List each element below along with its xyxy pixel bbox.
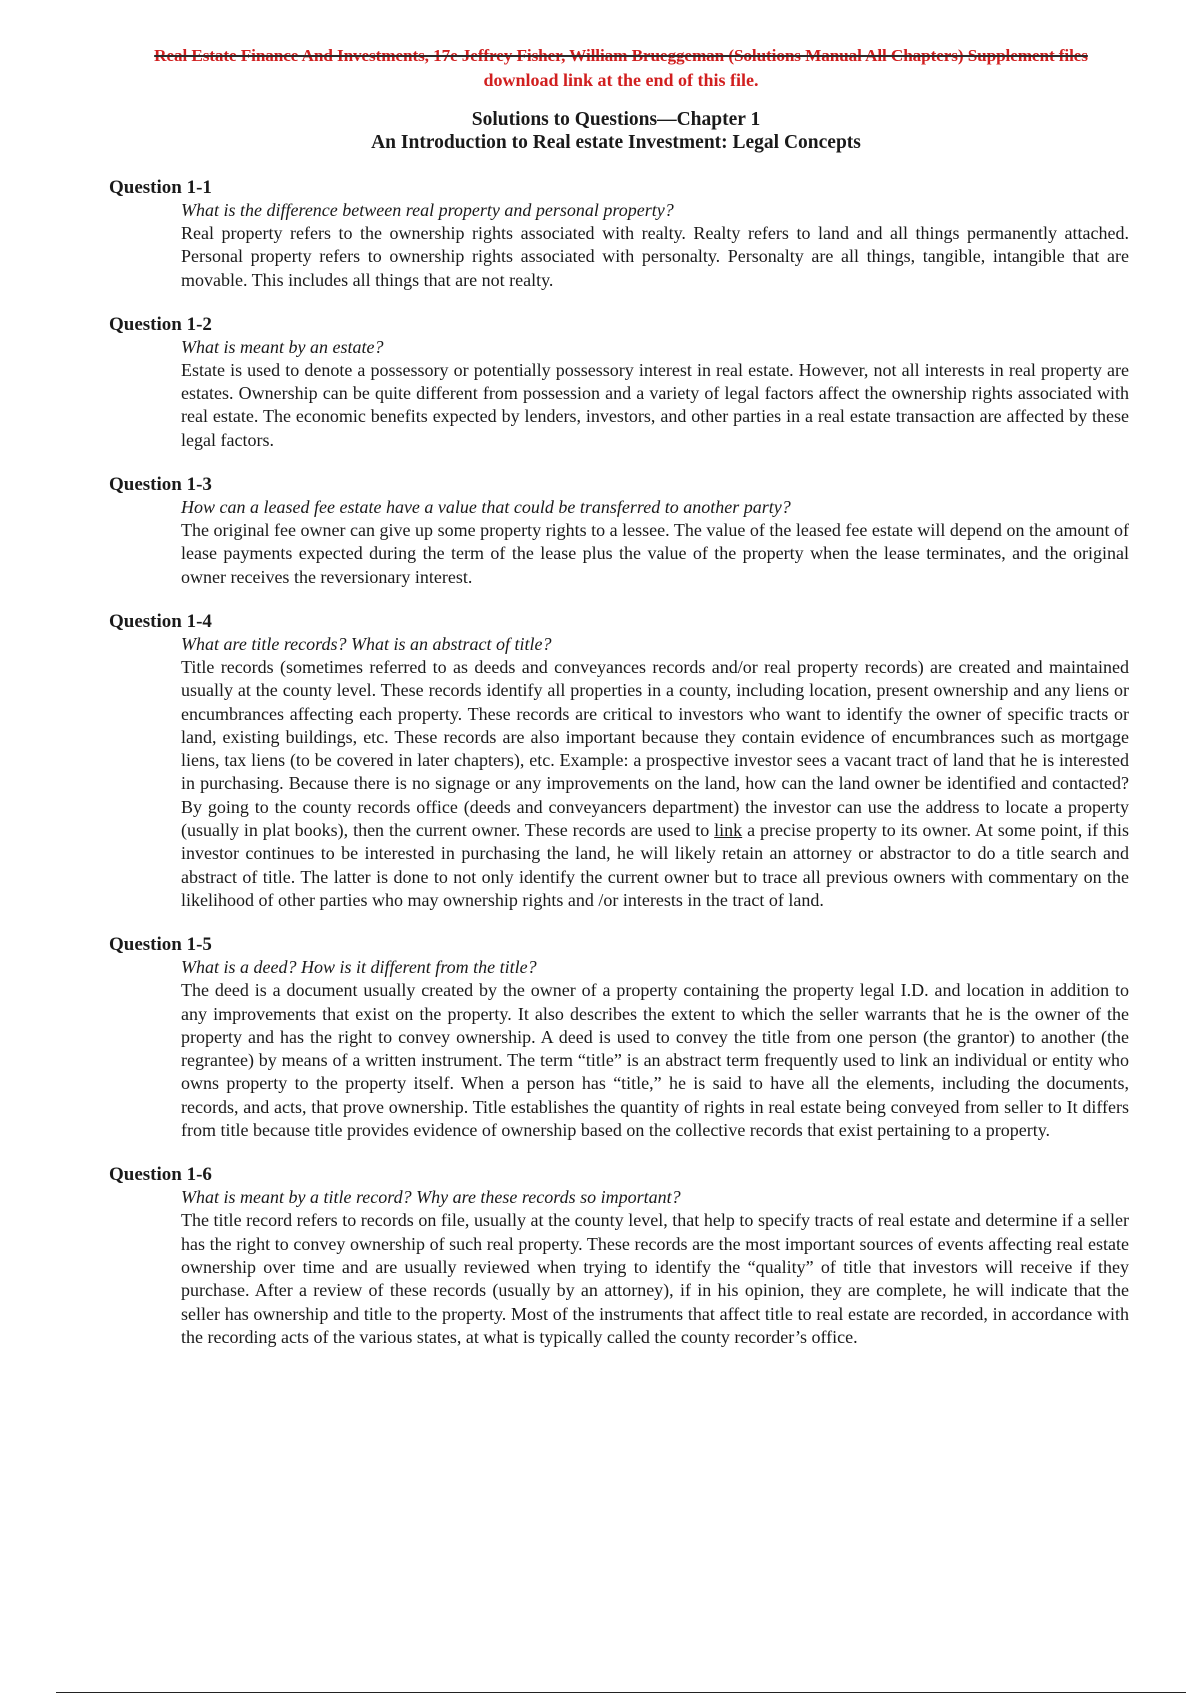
question-answer: The original fee owner can give up some property rights to a lessee. The value of the leased fee estate will depend on the amount of lease payments expected during the term of the lease plus the value of the property when the lease terminates, and the original owner receives the reversionary interest. <box>181 520 1129 587</box>
questions-list <box>109 176 1129 1370</box>
banner-download-line: download link at the end of this file. <box>483 70 759 90</box>
question-answer: The deed is a document usually created by the owner of a property containing the property legal I.D. and location in addition to any improvements that exist on the property. It also describes the extent to which the seller warrants that he is the owner of the property and has the right to convey ownership. A deed is used to convey the title from one person (the grantor) to another (the regrantee) by means of a written instrument. The term “title” is an abstract term frequently used to link an individual or entity who owns property to the property itself. When a person has “title,” he is said to have all the elements, including the documents, records, and acts, that prove ownership. Title establishes the quantity of rights in real estate being conveyed from seller to It differs from title because title provides evidence of ownership based on the collective records that exist pertaining to a property. <box>181 980 1129 1141</box>
underlined-word: link <box>714 820 743 841</box>
question-answer: The title record refers to records on file, usually at the county level, that help to specify tracts of real estate and determine if a seller has the right to convey ownership of such real property. These records are the most important sources of events affecting real estate ownership over time and are usually reviewed when trying to identify the “quality” of title that investors will receive if they purchase. After a review of these records (usually by an attorney), if in his opinion, they are complete, he will indicate that the seller has ownership and title to the property. Most of the instruments that affect title to real estate are recorded, in accordance with the recording acts of the various states, at what is typically called the county recorder’s office. <box>181 1210 1129 1347</box>
question-body <box>181 199 1129 292</box>
footer-divider <box>56 1692 1186 1693</box>
question-body <box>181 496 1129 589</box>
download-banner <box>56 44 1186 92</box>
question-1-1 <box>109 176 1129 292</box>
question-answer: Estate is used to denote a possessory or potentially possessory interest in real estate. However, not all interests in real property are estates. Ownership can be quite different from possession and a variety of legal factors affect the ownership rights associated with real estate. The economic benefits expected by lenders, investors, and other parties in a real estate transaction are affected by these legal factors. <box>181 359 1129 450</box>
question-body <box>181 633 1129 912</box>
question-heading: Question 1-6 <box>109 1164 212 1186</box>
chapter-subtitle: An Introduction to Real estate Investment: Legal Concepts <box>371 132 861 153</box>
question-body <box>181 336 1129 452</box>
chapter-title-block <box>0 108 1200 154</box>
question-1-4 <box>109 610 1129 912</box>
question-1-2 <box>109 313 1129 452</box>
question-heading: Question 1-3 <box>109 474 212 496</box>
question-prompt: What are title records? What is an abstract of title? <box>181 633 552 654</box>
question-heading: Question 1-2 <box>109 313 212 335</box>
question-prompt: What is meant by a title record? Why are these records so important? <box>181 1187 681 1208</box>
banner-title-line: Real Estate Finance And Investments, 17e Jeffrey Fisher, William Brueggeman (Solutions Manual All Chapters) Supplement files <box>154 46 1088 65</box>
question-answer <box>181 656 1129 912</box>
question-prompt: What is a deed? How is it different from the title? <box>181 957 537 978</box>
answer-text-part: a precise property to its owner. At some point, if this investor continues to be interested in purchasing the land, he will likely retain an attorney or abstractor to do a title search and abstract of title. The latter is done to not only identify the current owner but to trace all previous owners with commentary on the likelihood of other parties who may ownership rights and /or interests in the tract of land. <box>181 820 1129 910</box>
question-heading: Question 1-4 <box>109 610 212 632</box>
question-heading: Question 1-5 <box>109 934 212 956</box>
question-prompt: How can a leased fee estate have a value that could be transferred to another party? <box>181 497 791 518</box>
question-answer: Real property refers to the ownership rights associated with realty. Realty refers to land and all things permanently attached. Personal property refers to ownership rights associated with personalty. Personalty are all things, tangible, intangible that are movable. This includes all things that are not realty. <box>181 223 1129 290</box>
question-1-3 <box>109 473 1129 589</box>
question-heading: Question 1-1 <box>109 177 212 198</box>
answer-text-part: Title records (sometimes referred to as deeds and conveyances records and/or real property records) are created and maintained usually at the county level. These records identify all properties in a county, including location, present ownership and any liens or encumbrances affecting each property. These records are critical to investors who want to identify the owner of specific tracts or land, existing buildings, etc. These records are also important because they contain evidence of encumbrances such as mortgage liens, tax liens (to be covered in later chapters), etc. Example: a prospective investor sees a vacant tract of land that he is interested in purchasing. Because there is no signage or any improvements on the land, how can the land owner be identified and contacted? By going to the county records office (deeds and conveyancers department) the investor can use the address to locate a property (usually in plat books), then the current owner. These records are used to <box>181 656 1129 841</box>
chapter-title: Solutions to Questions—Chapter 1 <box>471 109 761 130</box>
question-body <box>181 1186 1129 1349</box>
question-1-6 <box>109 1163 1129 1349</box>
question-prompt: What is the difference between real property and personal property? <box>181 200 674 220</box>
question-1-5 <box>109 933 1129 1142</box>
question-prompt: What is meant by an estate? <box>181 336 384 357</box>
question-body <box>181 956 1129 1142</box>
